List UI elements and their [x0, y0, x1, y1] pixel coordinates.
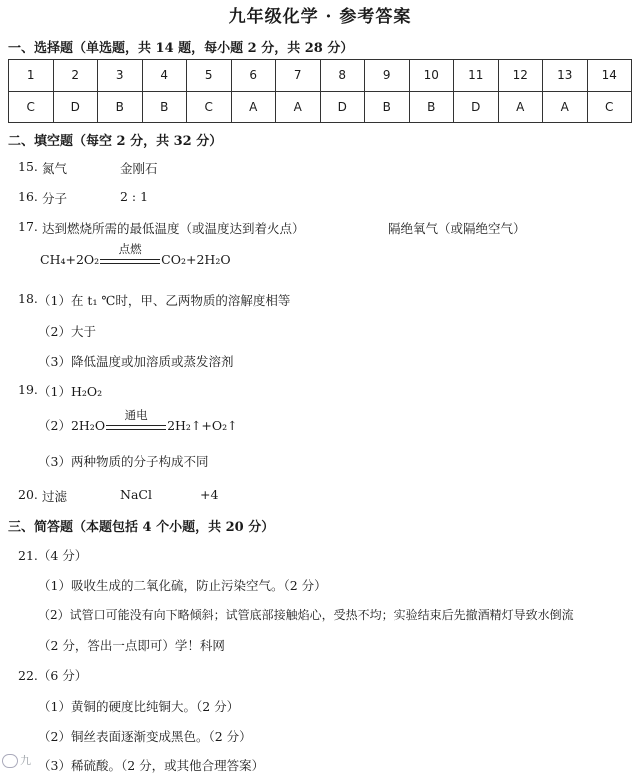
watermark [2, 752, 31, 768]
q22-part-3: （3）稀硫酸。（2 分，或其他合理答案） [38, 758, 265, 773]
q21-part-2: （2）试管口可能没有向下略倾斜；试管底部接触焰心，受热不均；实验结束后先撤酒精灯导致水倒流 [38, 608, 574, 622]
q16-answer-1: 分子 [42, 191, 68, 206]
question-number-cell: 8 [320, 60, 365, 92]
q20-answer-3: +4 [200, 487, 219, 502]
answer-cell: B [142, 91, 187, 123]
q15-answer-1: 氮气 [42, 161, 68, 176]
q22-number: 22.（6 分） [18, 668, 88, 683]
answer-cell: A [276, 91, 321, 123]
reaction-arrow-icon [100, 241, 160, 268]
q18-part-2: （2）大于 [38, 324, 96, 339]
q19-eq-right: 2H₂↑+O₂↑ [167, 418, 238, 433]
watermark-logo-icon [2, 754, 18, 768]
question-number-cell: 3 [98, 60, 143, 92]
answer-cell: B [409, 91, 454, 123]
q20-answer-2: NaCl [120, 487, 152, 502]
q17-number: 17. [18, 219, 38, 234]
answer-cell: C [587, 91, 632, 123]
q20-answer-1: 过滤 [42, 489, 68, 504]
q21-part-2-note: （2 分，答出一点即可）学！科网 [38, 638, 225, 653]
q19-eq-left: （2）2H₂O [38, 418, 106, 433]
answer-cell: D [320, 91, 365, 123]
question-number-cell: 10 [409, 60, 454, 92]
q22-part-1: （1）黄铜的硬度比纯铜大。（2 分） [38, 699, 240, 714]
q17-eq-left: CH₄+2O₂ [40, 252, 100, 267]
q16-answer-2: 2 : 1 [120, 189, 149, 204]
table-row-numbers [9, 60, 632, 92]
question-number-cell: 6 [231, 60, 276, 92]
answer-cell: A [543, 91, 588, 123]
question-number-cell: 13 [543, 60, 588, 92]
q15-number: 15. [18, 159, 38, 174]
question-number-cell: 2 [53, 60, 98, 92]
q17-eq-right: CO₂+2H₂O [161, 252, 231, 267]
reaction-arrow-icon [106, 407, 166, 434]
question-number-cell: 14 [587, 60, 632, 92]
question-number-cell: 12 [498, 60, 543, 92]
q21-number: 21.（4 分） [18, 548, 88, 563]
q21-part-1: （1）吸收生成的二氧化硫，防止污染空气。（2 分） [38, 578, 327, 593]
q19-number: 19. [18, 382, 38, 397]
q17-answer-1: 达到燃烧所需的最低温度（或温度达到着火点） [42, 221, 305, 236]
question-number-cell: 11 [454, 60, 499, 92]
answer-cell: B [98, 91, 143, 123]
question-number-cell: 7 [276, 60, 321, 92]
q17-eq-condition: 点燃 [118, 241, 142, 256]
answer-table [8, 59, 632, 123]
question-number-cell: 4 [142, 60, 187, 92]
q19-part-2 [38, 407, 238, 434]
section-heading-short-answer: 三、简答题（本题包括 4 个小题，共 20 分） [8, 520, 275, 535]
q18-part-1: （1）在 t₁ ℃时，甲、乙两物质的溶解度相等 [38, 293, 291, 308]
q22-part-2: （2）铜丝表面逐渐变成黑色。（2 分） [38, 729, 252, 744]
page-title: 九年级化学 · 参考答案 [228, 7, 412, 27]
answer-cell: A [231, 91, 276, 123]
q17-answer-2: 隔绝氧气（或隔绝空气） [388, 221, 526, 236]
table-row-answers [9, 91, 632, 123]
question-number-cell: 9 [365, 60, 410, 92]
q18-number: 18. [18, 291, 38, 306]
q17-equation [40, 241, 231, 268]
question-number-cell: 1 [9, 60, 54, 92]
q18-part-3: （3）降低温度或加溶质或蒸发溶剂 [38, 354, 234, 369]
question-number-cell: 5 [187, 60, 232, 92]
section-heading-choice: 一、选择题（单选题，共 14 题，每小题 2 分，共 28 分） [8, 41, 354, 56]
q16-number: 16. [18, 189, 38, 204]
answer-cell: C [9, 91, 54, 123]
answer-cell: C [187, 91, 232, 123]
answer-cell: B [365, 91, 410, 123]
q20-number: 20. [18, 487, 38, 502]
q19-part-1: （1）H₂O₂ [38, 384, 103, 399]
watermark-text: 九 [20, 754, 31, 767]
answer-cell: D [454, 91, 499, 123]
q19-part-3: （3）两种物质的分子构成不同 [38, 454, 209, 469]
section-heading-fill: 二、填空题（每空 2 分，共 32 分） [8, 134, 223, 149]
q19-eq-condition: 通电 [124, 407, 148, 422]
answer-cell: D [53, 91, 98, 123]
answer-cell: A [498, 91, 543, 123]
q15-answer-2: 金刚石 [120, 161, 158, 176]
